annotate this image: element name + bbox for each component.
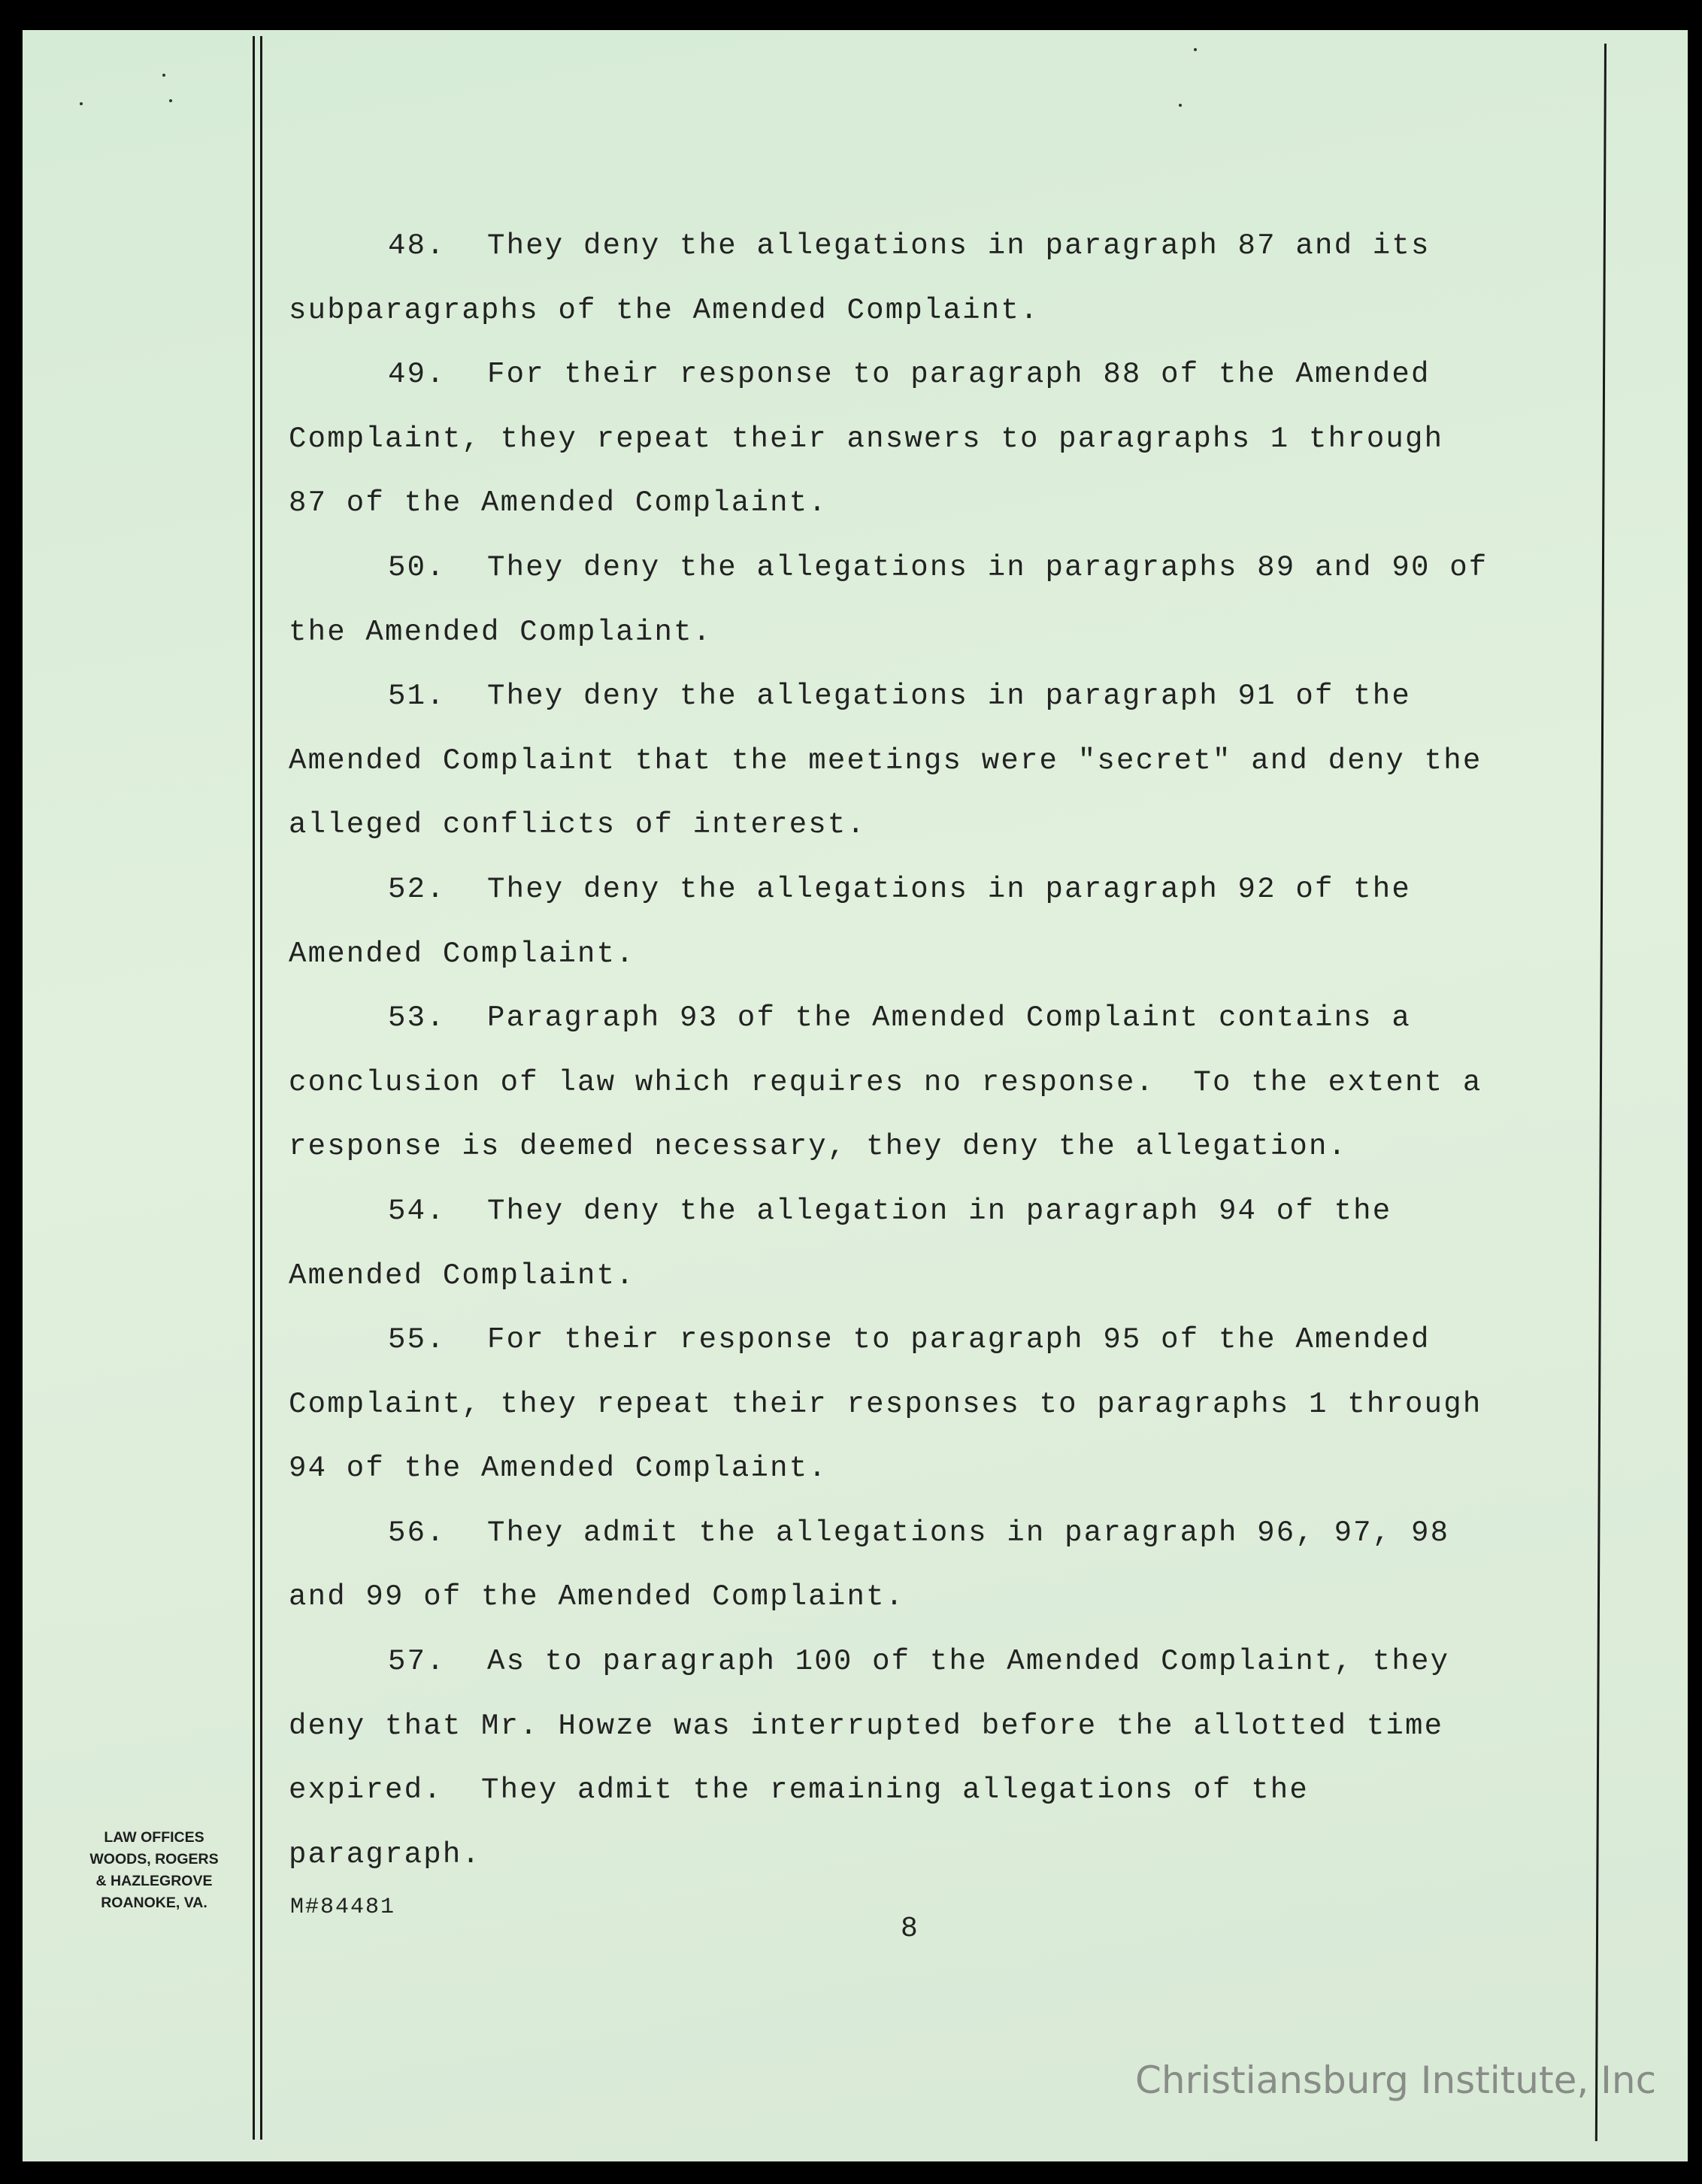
paragraph-continuation: Complaint, they repeat their answers to paragraphs 1 through 87 of the Amended Complaint. bbox=[289, 422, 1444, 520]
paragraph-continuation: Amended Complaint. bbox=[289, 937, 635, 971]
paragraph-number: 55. bbox=[388, 1323, 446, 1357]
law-firm-name-line: WOODS, ROGERS bbox=[89, 1851, 219, 1867]
paragraph-number: 51. bbox=[388, 680, 446, 713]
paragraph-number: 57. bbox=[388, 1645, 446, 1679]
paragraph-first-line: Paragraph 93 of the Amended Complaint contains a bbox=[487, 1001, 1411, 1035]
paragraph-continuation: and 99 of the Amended Complaint. bbox=[289, 1580, 905, 1614]
paragraph-number: 49. bbox=[388, 358, 446, 392]
paragraph-first-line: They deny the allegations in paragraph 92 of the bbox=[487, 872, 1411, 906]
paragraph-first-line: They deny the allegations in paragraphs 89 and 90 of bbox=[487, 550, 1488, 584]
paragraph-first-line: As to paragraph 100 of the Amended Complaint, they bbox=[487, 1645, 1450, 1679]
paragraph-first-line: They deny the allegations in paragraph 91 of the bbox=[487, 680, 1411, 713]
paragraph-continuation: Amended Complaint. bbox=[289, 1259, 635, 1292]
paragraph-continuation: Complaint, they repeat their responses to paragraphs 1 through 94 of the Amended Complaint. bbox=[289, 1387, 1482, 1486]
paragraph-number: 50. bbox=[388, 550, 446, 584]
paragraph-continuation: subparagraphs of the Amended Complaint. bbox=[289, 293, 1040, 327]
numbered-paragraph bbox=[289, 665, 1597, 858]
right-margin-rule bbox=[1595, 44, 1607, 2141]
scan-speck bbox=[169, 99, 172, 102]
numbered-paragraph bbox=[289, 343, 1597, 536]
scan-speck bbox=[1179, 104, 1182, 107]
paragraph-first-line: For their response to paragraph 95 of the Amended bbox=[487, 1323, 1431, 1357]
numbered-paragraph bbox=[289, 536, 1597, 665]
scan-speck bbox=[162, 74, 165, 77]
paragraph-continuation: the Amended Complaint. bbox=[289, 615, 713, 649]
answer-body-text bbox=[289, 214, 1597, 1887]
paragraph-number: 54. bbox=[388, 1194, 446, 1228]
law-offices-line: LAW OFFICES bbox=[104, 1829, 204, 1846]
paragraph-continuation: conclusion of law which requires no response. To the extent a response is deemed necessary, they deny the allegation. bbox=[289, 1065, 1482, 1164]
paragraph-first-line: They admit the allegations in paragraph 96, 97, 98 bbox=[487, 1516, 1450, 1549]
left-margin-rule-inner bbox=[260, 36, 262, 2140]
paragraph-first-line: They deny the allegations in paragraph 87 and its bbox=[487, 229, 1431, 262]
law-firm-location-line: ROANOKE, VA. bbox=[101, 1895, 207, 1911]
scan-speck bbox=[80, 102, 83, 105]
numbered-paragraph bbox=[289, 1308, 1597, 1501]
law-firm-name-line: & HAZLEGROVE bbox=[95, 1873, 213, 1889]
paragraph-number: 48. bbox=[388, 229, 446, 262]
numbered-paragraph bbox=[289, 1501, 1597, 1630]
paragraph-number: 53. bbox=[388, 1001, 446, 1035]
paragraph-continuation: Amended Complaint that the meetings were "secret" and deny the alleged conflicts of interest. bbox=[289, 744, 1482, 842]
numbered-paragraph bbox=[289, 858, 1597, 986]
page-number: 8 bbox=[901, 1913, 918, 1945]
numbered-paragraph bbox=[289, 1180, 1597, 1308]
scan-speck bbox=[1194, 48, 1197, 51]
document-page bbox=[23, 30, 1688, 2161]
law-offices-block bbox=[68, 1827, 241, 1914]
paragraph-number: 52. bbox=[388, 872, 446, 906]
paragraph-number: 56. bbox=[388, 1516, 446, 1549]
document-number: M#84481 bbox=[290, 1895, 396, 1920]
numbered-paragraph bbox=[289, 214, 1597, 343]
paragraph-first-line: They deny the allegation in paragraph 94 of the bbox=[487, 1194, 1392, 1228]
left-margin-rule bbox=[253, 36, 255, 2140]
archive-watermark: Christiansburg Institute, Inc bbox=[1135, 2058, 1657, 2102]
paragraph-first-line: For their response to paragraph 88 of the Amended bbox=[487, 358, 1431, 392]
numbered-paragraph bbox=[289, 986, 1597, 1180]
paragraph-continuation: deny that Mr. Howze was interrupted before the allotted time expired. They admit the remaining allegations of the paragraph. bbox=[289, 1709, 1444, 1871]
numbered-paragraph bbox=[289, 1630, 1597, 1887]
